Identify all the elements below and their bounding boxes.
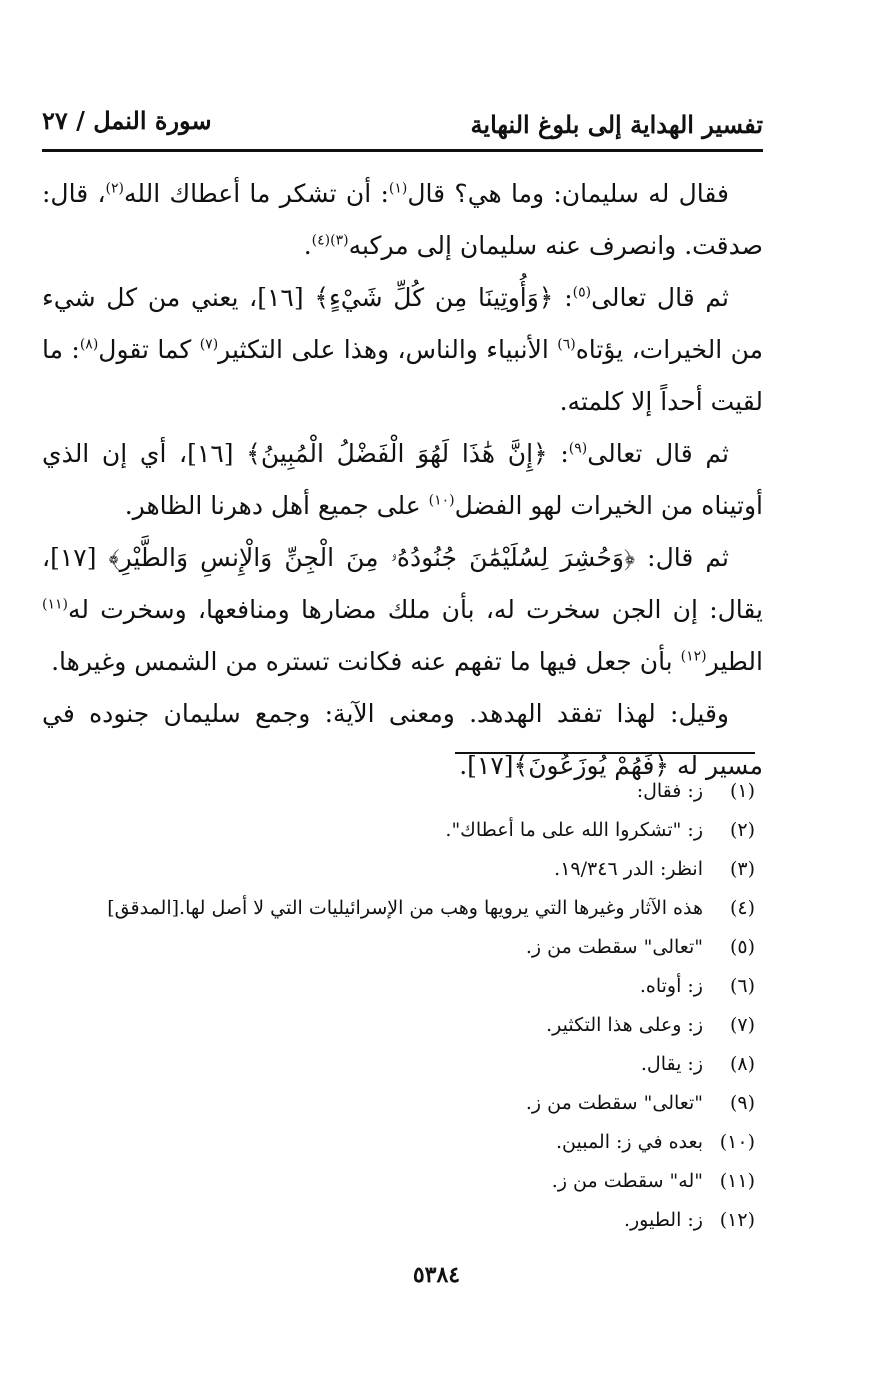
footnote-ref: (٢) <box>105 180 124 197</box>
footnote-number: (٧) <box>729 1014 755 1036</box>
footnote-ref: (٥) <box>572 284 592 301</box>
text-run: . <box>303 231 312 260</box>
footnote-text: بعده في ز: المبين. <box>555 1131 703 1153</box>
footnote <box>55 850 755 889</box>
footnote-ref: (٨) <box>79 336 99 353</box>
footnote-ref: (٣)(٤) <box>311 232 349 249</box>
text-run: ثم قال تعالى <box>587 439 730 468</box>
footnote <box>55 1201 755 1240</box>
footnote <box>55 772 755 811</box>
footnote <box>55 967 755 1006</box>
footnote <box>55 1084 755 1123</box>
text-run: [١٧]، يقال: إن الجن سخرت له، بأن ملك مضارها ومنافعها، وسخرت له <box>42 543 763 624</box>
footnote-ref: (١٢) <box>680 648 707 665</box>
footnote-number: (٥) <box>729 936 755 958</box>
running-header <box>42 96 763 150</box>
footnote-number: (٢) <box>729 819 755 841</box>
text-run: [١٦]، أي إن الذي أوتيناه من الخيرات لهو الفضل <box>42 439 763 520</box>
footnote-text: ز: فقال: <box>636 780 703 802</box>
quran-verse: ﴿وَحُشِرَ لِسُلَيْمَٰنَ جُنُودُهُۥ مِنَ الْجِنِّ وَالْإِنسِ وَالطَّيْرِ﴾ <box>108 543 636 572</box>
text-run: على جميع أهل دهرنا الظاهر. <box>124 491 429 520</box>
text-run: بأن جعل فيها ما تفهم عنه فكانت تستره من الشمس وغيرها. <box>51 647 681 676</box>
footnote-number: (١) <box>729 780 755 802</box>
footnote-number: (٣) <box>729 858 755 880</box>
quran-verse: ﴿إِنَّ هَٰذَا لَهُوَ الْفَضْلُ الْمُبِينُ﴾ <box>246 439 548 468</box>
text-run: وقيل: لهذا تفقد الهدهد. ومعنى الآية: وجمع سليمان جنوده في مسير له <box>42 699 763 780</box>
main-text <box>42 168 763 792</box>
book-title: تفسير الهداية إلى بلوغ النهاية <box>470 110 763 139</box>
footnote-text: ز: "تشكروا الله على ما أعطاك". <box>445 819 703 841</box>
footnote-text: ز: وعلى هذا التكثير. <box>546 1014 703 1036</box>
footnote-ref: (٧) <box>199 336 219 353</box>
surah-page-label: سورة النمل / ٢٧ <box>42 106 212 135</box>
footnote <box>55 889 755 928</box>
text-run: ثم قال: <box>635 543 729 572</box>
header-rule <box>42 149 763 152</box>
footnote-text: ز: الطيور. <box>623 1209 703 1231</box>
footnote-text: "له" سقطت من ز. <box>551 1170 703 1192</box>
footnote <box>55 1045 755 1084</box>
text-run: : <box>547 439 569 468</box>
footnote-text: "تعالى" سقطت من ز. <box>525 1092 703 1114</box>
footnote-ref: (٩) <box>568 440 588 457</box>
footnote-ref: (١٠) <box>428 492 455 509</box>
footnote-number: (٤) <box>729 897 755 919</box>
footnote-number: (١٠) <box>719 1131 755 1153</box>
footnote <box>55 1123 755 1162</box>
text-run: الأنبياء والناس، وهذا على التكثير <box>218 335 558 364</box>
footnote-number: (٩) <box>729 1092 755 1114</box>
text-run: ثم قال تعالى <box>591 283 729 312</box>
footnote-number: (٨) <box>729 1053 755 1075</box>
footnote <box>55 1162 755 1201</box>
footnote <box>55 928 755 967</box>
text-run: : أن تشكر ما أعطاك الله <box>124 179 389 208</box>
footnote-text: ز: أوتاه. <box>639 975 703 997</box>
text-run: فقال له سليمان: وما هي؟ قال <box>407 179 730 208</box>
footnote-number: (١٢) <box>719 1209 755 1231</box>
paragraph-4 <box>42 532 763 688</box>
text-run: [١٦]، يعني من كل شيء من الخيرات، يؤتاه <box>42 283 763 364</box>
paragraph-2 <box>42 272 763 428</box>
footnote-text: ز: يقال. <box>640 1053 703 1075</box>
footnote-ref: (٦) <box>557 336 576 353</box>
text-run: ، قال: صدقت. وانصرف عنه سليمان إلى مركبه <box>42 179 763 260</box>
footnote-number: (١١) <box>719 1170 755 1192</box>
text-run: كما تقول <box>98 335 200 364</box>
footnote <box>55 1006 755 1045</box>
paragraph-1 <box>42 168 763 272</box>
footnote-separator <box>455 752 755 754</box>
footnote-ref: (١١) <box>42 596 68 613</box>
footnote-text: "تعالى" سقطت من ز. <box>525 936 703 958</box>
footnote-ref: (١) <box>388 180 408 197</box>
footnote-text: هذه الآثار وغيرها التي يرويها وهب من الإسرائيليات التي لا أصل لها.[المدقق] <box>107 897 703 919</box>
footnotes <box>55 772 755 1240</box>
quran-verse: ﴿وَأُوتِينَا مِن كُلِّ شَيْءٍ﴾ <box>314 283 554 312</box>
text-run: [١٧]. <box>459 751 514 780</box>
footnote <box>55 811 755 850</box>
text-run: : ما لقيت أحداً إلا كلمته. <box>42 335 763 416</box>
page-number: ٥٣٨٤ <box>412 1262 461 1288</box>
quran-verse: ﴿فَهُمْ يُوزَعُونَ﴾ <box>513 751 670 780</box>
text-run: : <box>553 283 573 312</box>
text-run: الطير <box>706 647 763 676</box>
paragraph-3 <box>42 428 763 532</box>
footnote-text: انظر: الدر ١٩/٣٤٦. <box>554 858 703 880</box>
footnote-number: (٦) <box>729 975 755 997</box>
